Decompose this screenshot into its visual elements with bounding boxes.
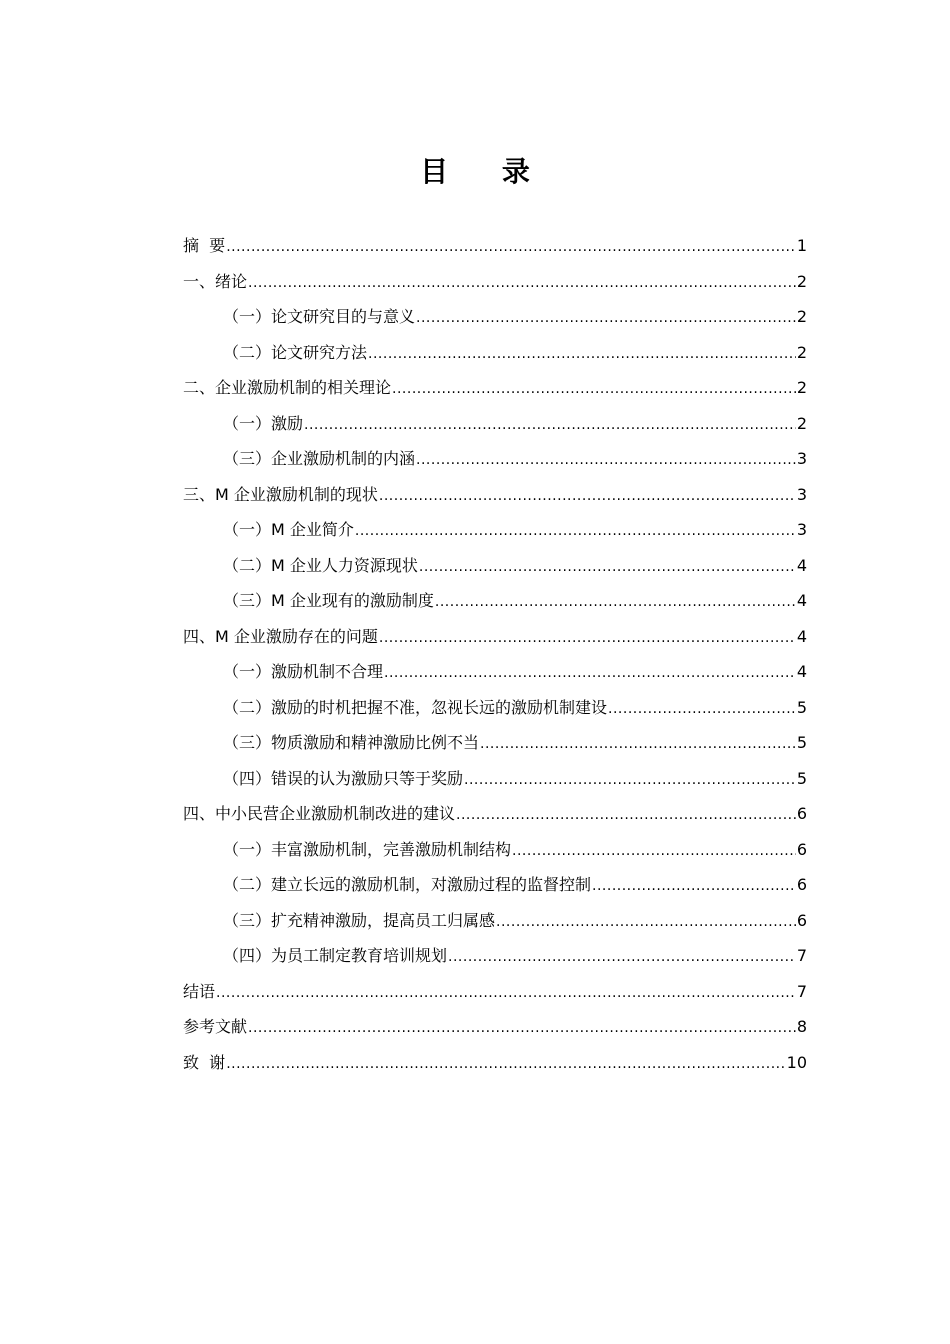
- toc-entry-title: 一、绪论: [183, 271, 248, 291]
- toc-entry[interactable]: [183, 903, 807, 939]
- toc-dot-leader: [416, 443, 796, 479]
- toc-entry-title: （二）论文研究方法: [223, 342, 368, 362]
- toc-entry-page-number: 2: [796, 271, 807, 291]
- toc-entry[interactable]: [183, 1045, 807, 1081]
- toc-entry-title: （二）建立长远的激励机制，对激励过程的监督控制: [223, 875, 592, 894]
- toc-entry[interactable]: [183, 406, 807, 442]
- toc-entry[interactable]: [183, 654, 807, 690]
- toc-entry-page-number: 8: [796, 1017, 807, 1036]
- toc-entry-title: （三）扩充精神激励，提高员工归属感: [223, 910, 496, 930]
- toc-dot-leader: [304, 408, 796, 444]
- toc-entry[interactable]: [183, 335, 807, 371]
- toc-dot-leader: [464, 763, 796, 799]
- toc-entry[interactable]: [183, 974, 807, 1010]
- toc-dot-leader: [435, 585, 796, 621]
- toc-entry-page-number: 6: [796, 910, 807, 930]
- toc-entry-title: 致 谢: [183, 1052, 226, 1072]
- toc-dot-leader: [456, 798, 796, 834]
- toc-entry-title: 结语: [183, 981, 216, 1001]
- toc-entry-page-number: 4: [796, 591, 807, 610]
- toc-entry-title: （一）论文研究目的与意义: [223, 307, 416, 326]
- toc-entry-page-number: 1: [796, 236, 807, 255]
- toc-dot-leader: [480, 727, 796, 763]
- toc-entry-title: （四）为员工制定教育培训规划: [223, 946, 448, 965]
- toc-entry[interactable]: [183, 867, 807, 903]
- toc-dot-leader: [392, 372, 796, 408]
- toc-entry-title: （三）M 企业现有的激励制度: [223, 591, 434, 610]
- toc-entry[interactable]: [183, 548, 807, 584]
- toc-entry-title: （一）丰富激励机制，完善激励机制结构: [223, 839, 512, 859]
- toc-entry-title: 二、企业激励机制的相关理论: [183, 378, 392, 397]
- toc-entry[interactable]: [183, 796, 807, 832]
- toc-entry-page-number: 7: [796, 981, 807, 1001]
- toc-entry-page-number: 6: [796, 804, 807, 823]
- toc-entry-page-number: 3: [796, 449, 807, 468]
- toc-dot-leader: [248, 266, 796, 302]
- table-of-contents: [183, 228, 807, 1080]
- toc-entry-page-number: 5: [796, 733, 807, 752]
- toc-entry[interactable]: [183, 264, 807, 300]
- toc-dot-leader: [416, 301, 796, 337]
- toc-entry[interactable]: [183, 441, 807, 477]
- toc-entry[interactable]: [183, 938, 807, 974]
- toc-dot-leader: [608, 692, 796, 728]
- toc-entry-title: 摘 要: [183, 236, 226, 255]
- toc-entry-title: （三）企业激励机制的内涵: [223, 449, 416, 468]
- toc-dot-leader: [248, 1011, 796, 1047]
- toc-entry-page-number: 5: [796, 697, 807, 717]
- toc-entry-title: 三、M 企业激励机制的现状: [183, 484, 378, 504]
- toc-dot-leader: [384, 656, 796, 692]
- toc-entry-title: （一）激励机制不合理: [223, 662, 384, 681]
- toc-entry[interactable]: [183, 512, 807, 548]
- toc-entry-page-number: 4: [796, 662, 807, 681]
- toc-dot-leader: [496, 905, 796, 941]
- toc-entry-title: 四、M 企业激励存在的问题: [183, 626, 378, 646]
- toc-entry-page-number: 10: [786, 1052, 807, 1072]
- page-title: 目 录: [420, 155, 552, 188]
- toc-dot-leader: [355, 514, 796, 550]
- toc-dot-leader: [592, 869, 796, 905]
- toc-entry[interactable]: [183, 1009, 807, 1045]
- toc-entry[interactable]: [183, 228, 807, 264]
- toc-entry-title: （一）激励: [223, 413, 304, 433]
- toc-entry-title: （三）物质激励和精神激励比例不当: [223, 733, 480, 752]
- toc-dot-leader: [379, 479, 796, 515]
- toc-entry[interactable]: [183, 583, 807, 619]
- toc-entry-page-number: 2: [796, 378, 807, 397]
- toc-dot-leader: [379, 621, 796, 657]
- toc-entry-page-number: 2: [796, 413, 807, 433]
- toc-entry[interactable]: [183, 477, 807, 513]
- toc-entry-page-number: 5: [796, 768, 807, 788]
- toc-entry-page-number: 4: [796, 626, 807, 646]
- toc-entry[interactable]: [183, 725, 807, 761]
- toc-entry-page-number: 2: [796, 342, 807, 362]
- toc-entry[interactable]: [183, 690, 807, 726]
- toc-entry-page-number: 3: [796, 484, 807, 504]
- toc-entry[interactable]: [183, 299, 807, 335]
- toc-entry[interactable]: [183, 832, 807, 868]
- toc-entry-page-number: 6: [796, 875, 807, 894]
- toc-entry-title: 四、中小民营企业激励机制改进的建议: [183, 804, 456, 823]
- toc-entry-title: （四）错误的认为激励只等于奖励: [223, 768, 464, 788]
- toc-dot-leader: [512, 834, 796, 870]
- toc-dot-leader: [226, 1047, 785, 1083]
- toc-dot-leader: [216, 976, 796, 1012]
- toc-entry-title: （二）M 企业人力资源现状: [223, 555, 418, 575]
- toc-entry-page-number: 4: [796, 555, 807, 575]
- toc-entry-page-number: 7: [796, 946, 807, 965]
- toc-dot-leader: [226, 230, 796, 266]
- toc-dot-leader: [419, 550, 796, 586]
- toc-entry[interactable]: [183, 619, 807, 655]
- toc-entry-title: 参考文献: [183, 1017, 248, 1036]
- toc-entry-title: （二）激励的时机把握不准，忽视长远的激励机制建设: [223, 697, 608, 717]
- toc-entry[interactable]: [183, 761, 807, 797]
- toc-entry-title: （一）M 企业简介: [223, 520, 354, 539]
- toc-entry-page-number: 2: [796, 307, 807, 326]
- toc-entry-page-number: 3: [796, 520, 807, 539]
- toc-entry[interactable]: [183, 370, 807, 406]
- toc-dot-leader: [368, 337, 796, 373]
- toc-dot-leader: [448, 940, 796, 976]
- toc-entry-page-number: 6: [796, 839, 807, 859]
